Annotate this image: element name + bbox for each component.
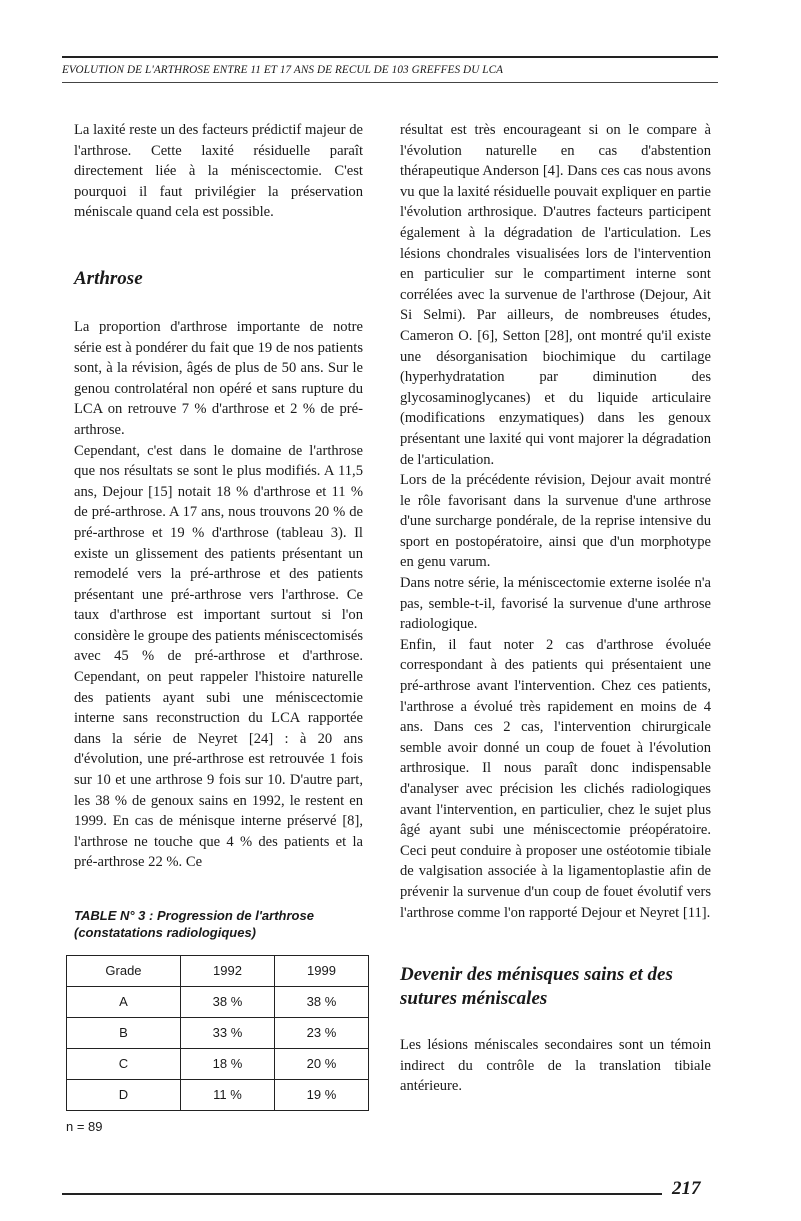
table-cell: 19 % [274,1080,368,1111]
table-cell: D [67,1080,181,1111]
paragraph: Dans notre série, la méniscectomie externe isolée n'a pas, semble-t-il, favorisé la survenue d'une arthrose radiologique. [400,575,711,633]
table-cell: C [67,1049,181,1080]
table-row [67,1049,369,1080]
table-cell: 18 % [180,1049,274,1080]
paragraph: Enfin, il faut noter 2 cas d'arthrose évoluée correspondant à des patients qui présentaient une pré-arthrose avant l'intervention. Chez ces patients, l'arthrose a évolué très rapidement en moins de 4 ans. Dans ces 2 cas, l'intervention chirurgicale semble avoir donné un coup de fouet à l'évolution arthrosique. Il nous paraît donc indispensable d'analyser avec précision les clichés radiologiques avant l'intervention, en particulier, chez le sujet plus âgé ayant subi une méniscectomie préopératoire. Ceci peut conduire à proposer une ostéotomie tibiale de valgisation associée à la ligamentoplastie afin de prévenir la survenue d'un coup de fouet évolutif vers l'arthrose comme l'on rapporté Dejour et Neyret [11]. [400,636,711,921]
table-cell: 33 % [180,1018,274,1049]
section-title-arthrose: Arthrose [74,267,143,289]
table-block [66,907,363,1138]
table-cell: 38 % [274,987,368,1018]
table-cell: 11 % [180,1080,274,1111]
table-cell: 38 % [180,987,274,1018]
table-cell: 20 % [274,1049,368,1080]
table-caption-sub: (constatations radiologiques) [74,925,257,940]
paragraph: Lors de la précédente révision, Dejour avait montré le rôle favorisant dans la survenue d'une arthrose d'une surcharge pondérale, de la reprise intensive du sport en postopératoire, ainsi que d'un morphotype en genu varum. [400,472,711,571]
table-caption: TABLE N° 3 : Progression de l'arthrose [74,908,314,923]
paragraph: La proportion d'arthrose importante de notre série est à pondérer du fait que 19 de nos patients sont, à la révision, âgés de plus de 50 ans. Sur le genou controlatéral non opéré et sans rupture du LCA on retrouve 7 % d'arthrose et 2 % de pré-arthrose. [74,318,363,438]
table-row [67,1080,369,1111]
table-header-cell: 1999 [274,956,368,987]
section-title-menisques: Devenir des ménisques sains et des sutures méniscales [400,964,673,1010]
right-column [400,120,711,1097]
running-head: EVOLUTION DE L'ARTHROSE ENTRE 11 ET 17 ANS DE RECUL DE 103 GREFFES DU LCA [62,64,504,76]
footer-rule [62,1193,662,1195]
left-column [66,120,363,1138]
paragraph: La laxité reste un des facteurs prédictif majeur de l'arthrose. Cette laxité résiduelle paraît directement liée à la méniscectomie. C'est pourquoi il faut privilégier la préservation méniscale quand cela est possible. [74,122,363,221]
table-cell: A [67,987,181,1018]
paragraph: résultat est très encourageant si on le compare à l'évolution naturelle en cas d'abstention thérapeutique Anderson [4]. Dans ces cas nous avons vu que la laxité résiduelle pouvait expliquer en partie l'évolution arthrosique. D'autres facteurs participent également à la dégradation de l'articulation. Les lésions chondrales visualisées lors de l'intervention en particulier sur le compartiment interne sont corrélées avec la survenue de l'arthrose (Dejour, Ait Si Selmi). Par ailleurs, de nombreuses études, Cameron O. [6], Setton [28], ont montré qu'il existe une désorganisation biochimique du cartilage (hyperhydratation par diminution des glycosaminoglycanes) et du liquide articulaire (modifications enzymatiques) dans les genoux présentant une laxité qui vont majorer la dégradation de l'articulation. [400,122,711,468]
table-header-row [67,956,369,987]
table-cell: 23 % [274,1018,368,1049]
arthrose-table [66,955,369,1111]
page-number: 217 [672,1178,701,1199]
paragraph: Cependant, c'est dans le domaine de l'arthrose que nos résultats se sont le plus modifiés. A 11,5 ans, Dejour [15] notait 18 % d'arthrose et 11 % de pré-arthrose. A 17 ans, nous trouvons 20 % de pré-arthrose et 19 % d'arthrose (tableau 3). Il existe un glissement des patients présentant un remodelé vers la pré-arthrose et des patients présentant une pré-arthrose vers l'arthrose. Ce taux d'arthrose est important surtout si l'on considère le groupe des patients méniscectomisés avec 45 % de pré-arthrose et d'arthrose. Cependant, on peut rappeler l'histoire naturelle des patients ayant subi une méniscectomie interne sans reconstruction du LCA rapportée dans la série de Neyret [24] : à 20 ans d'évolution, une pré-arthrose est retrouvée 1 fois sur 10 et une arthrose 9 fois sur 10. D'autre part, les 38 % de genoux sains en 1992, le restent en 1999. En cas de ménisque interne préservé [8], l'arthrose ne touche que 4 % des patients et la pré-arthrose 22 %. Ce [74,442,363,871]
table-cell: B [67,1018,181,1049]
table-header-cell: Grade [67,956,181,987]
table-row [67,1018,369,1049]
header-rule [62,82,718,83]
table-note: n = 89 [66,1119,103,1134]
table-row [67,987,369,1018]
top-rule [62,56,718,58]
paragraph: Les lésions méniscales secondaires sont un témoin indirect du contrôle de la translation tibiale antérieure. [400,1037,711,1095]
table-header-cell: 1992 [180,956,274,987]
